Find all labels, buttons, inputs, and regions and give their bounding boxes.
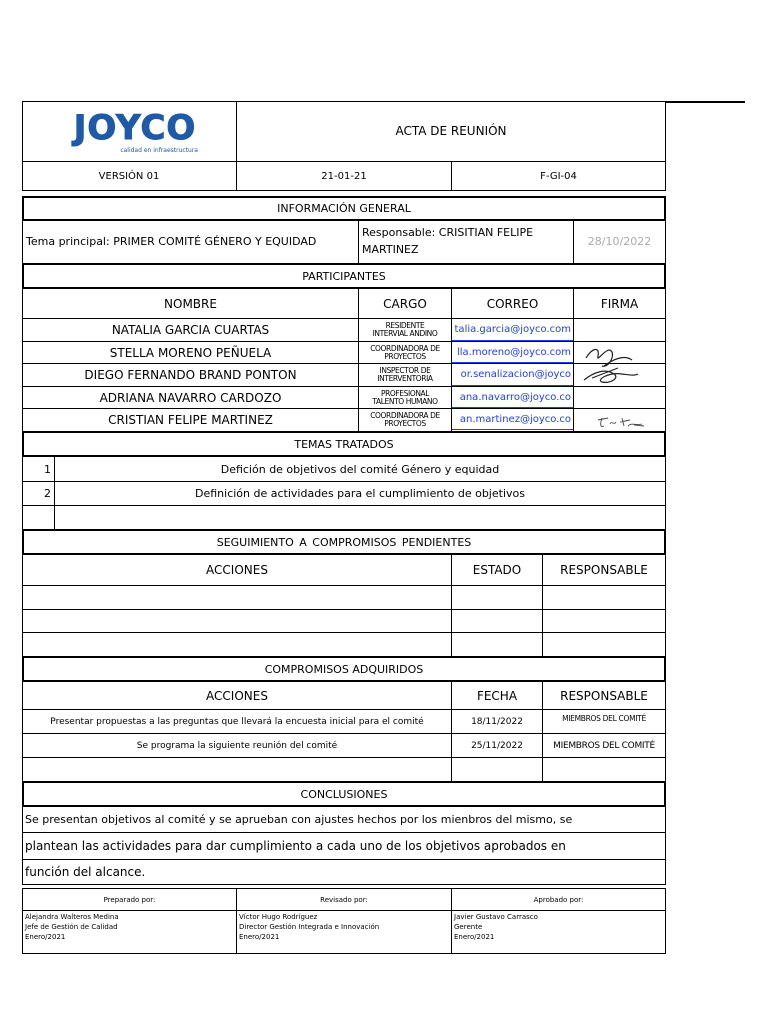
commitment-responsible: MIEMBROS DEL COMITÉ — [553, 740, 655, 751]
participant-email[interactable]: or.senalizacion@joyco — [460, 369, 571, 380]
topic-number: 1 — [44, 462, 51, 476]
topics-title: TEMAS TRATADOS — [294, 437, 394, 451]
logo-tagline: calidad en infraestructura — [120, 146, 198, 154]
commitment-date: 25/11/2022 — [471, 740, 523, 751]
participant-name: NATALIA GARCIA CUARTAS — [111, 323, 270, 337]
prepared-by-block — [23, 912, 235, 952]
commitments-header-date: FECHA — [476, 688, 518, 703]
participant-email[interactable]: an.martinez@joyco.co — [459, 413, 571, 425]
form-code: F-GI-04 — [540, 170, 577, 182]
col-header-email: CORREO — [486, 296, 539, 311]
approved-by-label: Aprobado por: — [533, 895, 584, 904]
role-line-1: COORDINADORA DE — [370, 343, 440, 353]
participant-role — [359, 342, 451, 363]
signature-image — [578, 338, 640, 388]
prepared-by-role: Jefe de Gestión de Calidad — [25, 923, 118, 931]
participant-email[interactable]: lla.moreno@joyco.com — [456, 346, 571, 358]
main-topic: Tema principal: PRIMER COMITÉ GÉNERO Y EQUIDAD — [26, 235, 317, 248]
topic-number: 2 — [44, 487, 51, 500]
document-title: ACTA DE REUNIÓN — [395, 124, 507, 138]
version-date: 21-01-21 — [321, 170, 367, 182]
responsible-line-1: Responsable: CRISITIAN FELIPE — [362, 226, 534, 239]
followup-header-actions: ACCIONES — [206, 563, 268, 577]
version-label: VERSIÓN 01 — [98, 170, 160, 182]
conclusion-line: Se presentan objetivos al comité y se aprueban con ajustes hechos por los mienbros del mismo, se — [25, 813, 573, 826]
approved-by-date: Enero/2021 — [454, 933, 495, 941]
approved-by-name: Javier Gustavo Carrasco — [454, 913, 538, 921]
commitments-header-actions: ACCIONES — [206, 688, 268, 703]
participant-name: STELLA MORENO PEÑUELA — [109, 345, 272, 360]
prepared-by-label: Preparado por: — [103, 895, 156, 904]
col-header-name: NOMBRE — [164, 296, 217, 311]
col-header-role: CARGO — [383, 296, 427, 311]
followup-header-status: ESTADO — [472, 563, 522, 577]
reviewed-by-date: Enero/2021 — [239, 933, 280, 941]
participant-name: CRISTIAN FELIPE MARTINEZ — [108, 413, 273, 427]
commitment-responsible: MIEMBROS DEL COMITÉ — [562, 714, 646, 723]
prepared-by-name: Alejandra Walteros Medina — [25, 913, 119, 921]
participant-name: DIEGO FERNANDO BRAND PONTON — [84, 368, 297, 382]
meeting-date: 28/10/2022 — [587, 235, 652, 248]
participant-email[interactable]: ana.navarro@joyco.co — [459, 391, 571, 403]
participants-title: PARTICIPANTES — [302, 269, 386, 283]
participant-role — [359, 364, 451, 386]
participant-role — [359, 387, 451, 408]
approved-by-role: Gerente — [454, 923, 483, 931]
followup-title: SEGUIMIENTO A COMPROMISOS PENDIENTES — [216, 535, 472, 549]
general-info-title: INFORMACIÓN GENERAL — [277, 202, 411, 215]
role-line-1: INSPECTOR DE — [379, 366, 431, 375]
topic-text: Defición de objetivos del comité Género y equidad — [220, 462, 500, 476]
topic-text: Definición de actividades para el cumplimiento de objetivos — [195, 487, 525, 500]
role-line-2: PROYECTOS — [384, 419, 426, 428]
participant-name: ADRIANA NAVARRO CARDOZO — [99, 390, 282, 405]
reviewed-by-label: Revisado por: — [320, 895, 368, 904]
participant-email[interactable]: talia.garcia@joyco.com — [454, 324, 571, 335]
meeting-responsible — [362, 224, 572, 262]
reviewed-by-role: Director Gestión Integrada e Innovación — [239, 923, 380, 931]
commitments-title: COMPROMISOS ADQUIRIDOS — [264, 662, 424, 676]
company-logo — [60, 106, 210, 158]
role-line-2: TALENTO HUMANO — [372, 396, 438, 406]
commitment-action: Se programa la siguiente reunión del comité — [136, 740, 338, 751]
responsible-line-2: MARTINEZ — [362, 243, 419, 256]
role-line-1: COORDINADORA DE — [370, 411, 440, 420]
logo-wordmark: JOYCO — [73, 107, 197, 148]
participant-role — [359, 409, 451, 431]
reviewed-by-name: Víctor Hugo Rodríguez — [239, 913, 318, 921]
followup-header-responsible: RESPONSABLE — [560, 563, 648, 577]
signature-image — [594, 410, 648, 432]
participant-role — [359, 319, 451, 341]
role-line-1: PROFESIONAL — [380, 388, 430, 398]
commitment-action: Presentar propuestas a las preguntas que llevará la encuesta inicial para el comité — [50, 716, 424, 727]
commitment-date: 18/11/2022 — [471, 716, 523, 727]
role-line-2: INTERVIAL ANDINO — [372, 329, 438, 338]
prepared-by-date: Enero/2021 — [25, 933, 66, 941]
role-line-2: PROYECTOS — [384, 351, 426, 361]
reviewed-by-block — [237, 912, 450, 952]
conclusion-line: función del alcance. — [25, 865, 146, 879]
commitments-header-responsible: RESPONSABLE — [560, 688, 648, 703]
conclusions-title: CONCLUSIONES — [300, 787, 388, 801]
conclusion-line: plantean las actividades para dar cumplimiento a cada uno de los objetivos aprobados en — [25, 839, 566, 853]
role-line-1: RESIDENTE — [385, 321, 425, 330]
approved-by-block — [452, 912, 664, 952]
col-header-signature: FIRMA — [600, 296, 639, 311]
role-line-2: INTERVENTORIA — [377, 374, 433, 383]
